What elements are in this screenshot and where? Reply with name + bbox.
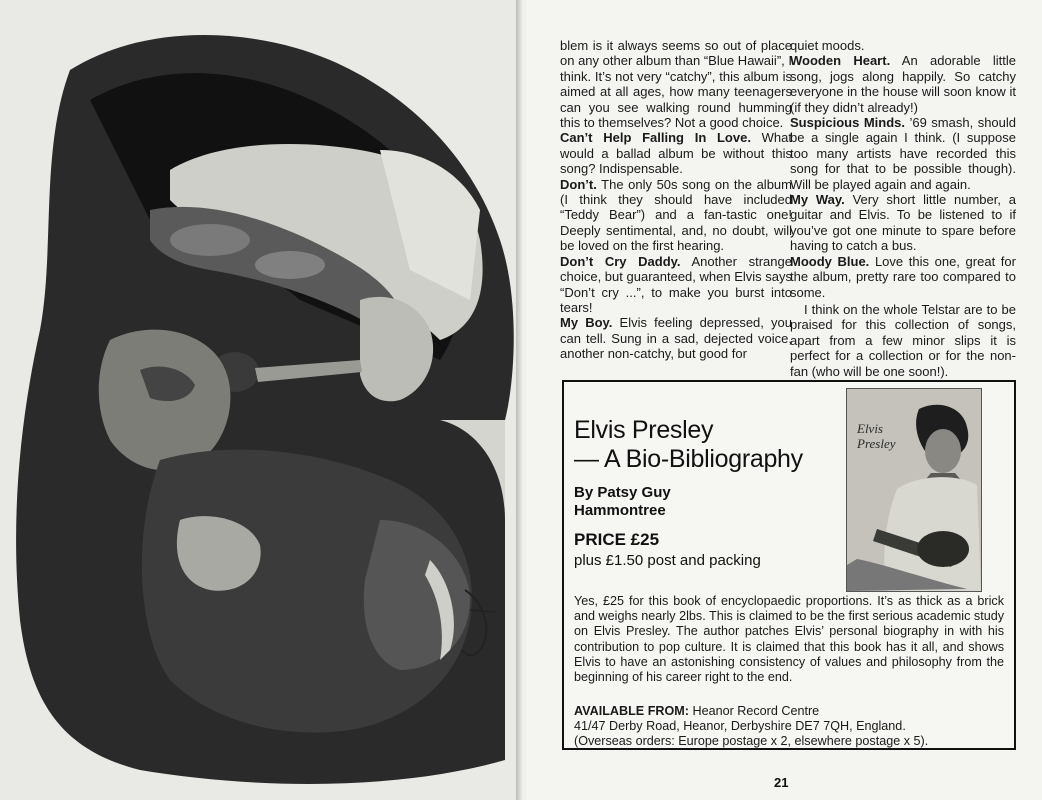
- song-title: Can’t Help Falling In Love.: [560, 130, 751, 146]
- article-paragraph: [790, 38, 1016, 53]
- page-number: 21: [774, 775, 789, 790]
- ad-availability: [574, 704, 1004, 750]
- elvis-sketch-illustration: [0, 0, 520, 800]
- paragraph-text: Another strange choice, but guaranteed, when Elvis says “Don’t cry ...”, to make you burst into tears!: [560, 253, 792, 315]
- article-paragraph: [790, 254, 1016, 300]
- song-title: Moody Blue.: [790, 253, 870, 269]
- song-title: Suspicious Minds.: [790, 115, 905, 131]
- paragraph-text: The only 50s song on the album (I think they should have included “Teddy Bear”) and a fan-tastic one! Deeply sentimental, and, no doubt, will be loved on the first hearing.: [560, 176, 792, 254]
- ad-description: Yes, £25 for this book of encyclopaedic proportions. It’s as thick as a brick and weighs nearly 2lbs. This is claimed to be the first serious academic study on Elvis Presley. The author patches Elvis’ personal biography in with his contribution to pop culture. It is claimed that this book has it all, and shows Elvis to have an astonishing consistency of values and philosophy from the beginning of his career right to the end.: [574, 594, 1004, 685]
- left-page: [0, 0, 520, 800]
- paragraph-text: Elvis feeling depressed, you can tell. Sung in a sad, dejected voice, another non-catchy, but good for: [560, 315, 792, 362]
- ad-title-line2: — A Bio-Bibliography: [574, 445, 803, 473]
- cover-title-line2: Presley: [857, 436, 896, 451]
- article-column-right: [790, 38, 1016, 379]
- ad-store-name: Heanor Record Centre: [692, 704, 820, 718]
- ad-store-address: 41/47 Derby Road, Heanor, Derbyshire DE7 7QH, England.: [574, 719, 906, 734]
- paragraph-text: blem is it always seems so out of place on any other album than “Blue Hawaii”, I think. It’s not very “catchy”, this album is aimed at all ages, how many teenagers can you see walking round humming this to themselves? Not a good choice.: [560, 38, 792, 131]
- paragraph-text: Very short little number, a guitar and Elvis. To be listened to if you’ve got one minute to spare before having to catch a bus.: [790, 192, 1016, 254]
- article-paragraph: [790, 192, 1016, 254]
- ad-author-line2: Hammontree: [574, 502, 666, 519]
- cover-title-line1: Elvis: [857, 421, 883, 436]
- article-paragraph: [790, 53, 1016, 115]
- paragraph-text: quiet moods.: [790, 38, 865, 53]
- ad-author: [574, 484, 671, 520]
- article-paragraph: [790, 302, 1016, 379]
- article-paragraph: [560, 130, 792, 176]
- ad-overseas-note: (Overseas orders: Europe postage x 2, elsewhere postage x 5).: [574, 734, 929, 749]
- paragraph-text: What would a ballad album be without this song? Indispensable.: [560, 130, 792, 177]
- article-paragraph: [790, 115, 1016, 192]
- book-cover-image: [846, 388, 982, 592]
- article-column-left: [560, 38, 792, 362]
- ad-title-line1: Elvis Presley: [574, 416, 714, 444]
- ad-availability-line1: [574, 704, 1004, 719]
- song-title: My Way.: [790, 192, 845, 208]
- book-cover-photo: [847, 389, 981, 591]
- paragraph-text: An adorable little song, jogs along happily. So catchy everyone in the house will soon know it (if they didn’t already!): [790, 53, 1016, 115]
- ad-author-line1: By Patsy Guy: [574, 484, 671, 501]
- book-advertisement-box: [562, 380, 1016, 750]
- book-cover-title: [857, 421, 907, 451]
- paragraph-text: I think on the whole Telstar are to be praised for this collection of songs, apart from a few minor slips it is perfect for a collection or for the non-fan (who will be one soon!).: [790, 301, 1016, 379]
- paragraph-text: Love this one, great for the album, pretty rare too compared to some.: [790, 253, 1016, 300]
- paragraph-text: ’69 smash, should be a single again I think. (I suppose too many artists have recorded this song for that to be possible though). Will be played again and again.: [790, 115, 1016, 192]
- song-title: My Boy.: [560, 315, 613, 331]
- ad-postage: plus £1.50 post and packing: [574, 552, 761, 569]
- article-paragraph: [560, 177, 792, 254]
- ad-price: PRICE £25: [574, 530, 660, 549]
- article-paragraph: [560, 254, 792, 316]
- ad-title: [574, 416, 803, 474]
- song-title: Don’t Cry Daddy.: [560, 253, 681, 269]
- article-paragraph: [560, 315, 792, 361]
- right-page: [526, 0, 1042, 800]
- ad-available-label: AVAILABLE FROM:: [574, 704, 689, 718]
- article-paragraph: [560, 38, 792, 130]
- song-title: Wooden Heart.: [790, 53, 891, 69]
- song-title: Don’t.: [560, 176, 597, 192]
